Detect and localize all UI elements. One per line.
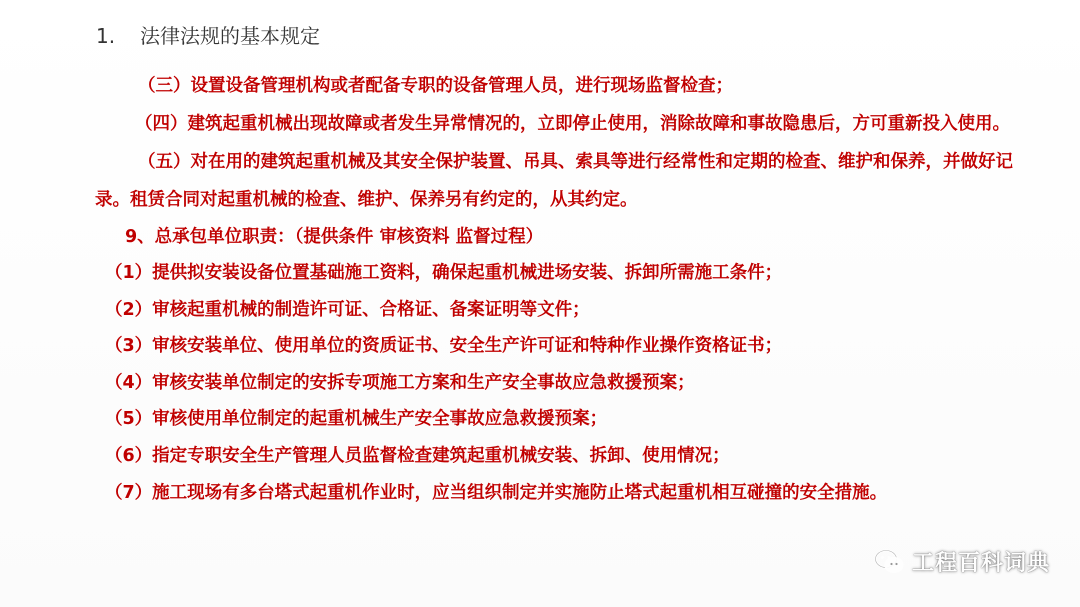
slide-heading	[96, 20, 320, 49]
list-item: （6）指定专职安全生产管理人员监督检查建筑起重机械安装、拆卸、使用情况；	[105, 445, 730, 466]
watermark-text: 工程百科词典	[911, 551, 1050, 576]
list-item: （2）审核起重机械的制造许可证、合格证、备案证明等文件；	[105, 299, 590, 320]
watermark	[874, 546, 1050, 577]
list-item: （3）审核安装单位、使用单位的资质证书、安全生产许可证和特种作业操作资格证书；	[105, 336, 783, 357]
slide-body	[95, 67, 1030, 511]
list-item: （4）审核安装单位制定的安拆专项施工方案和生产安全事故应急救援预案；	[105, 372, 695, 393]
heading-title: 法律法规的基本规定	[140, 24, 320, 48]
heading-number: 1.	[96, 24, 116, 48]
section-9-list	[95, 255, 1030, 511]
wechat-icon	[874, 549, 904, 575]
list-item: （5）审核使用单位制定的起重机械生产安全事故应急救援预案；	[105, 409, 608, 430]
list-item: （7）施工现场有多台塔式起重机作业时，应当组织制定并实施防止塔式起重机相互碰撞的安全措施。	[105, 482, 888, 503]
section-9-title: 9、总承包单位职责：（提供条件 审核资料 监督过程）	[125, 227, 544, 247]
paragraph-3: （三）设置设备管理机构或者配备专职的设备管理人员，进行现场监督检查；	[138, 76, 733, 96]
list-item: （1）提供拟安装设备位置基础施工资料，确保起重机械进场安装、拆卸所需施工条件；	[105, 263, 783, 283]
paragraph-5: （五）对在用的建筑起重机械及其安全保护装置、吊具、索具等进行经常性和定期的检查、维护和保养，并做好记录。租赁合同对起重机械的检查、维护、保养另有约定的，从其约定。	[95, 152, 1013, 210]
paragraph-4: （四）建筑起重机械出现故障或者发生异常情况的，立即停止使用，消除故障和事故隐患后，方可重新投入使用。	[135, 114, 1010, 134]
